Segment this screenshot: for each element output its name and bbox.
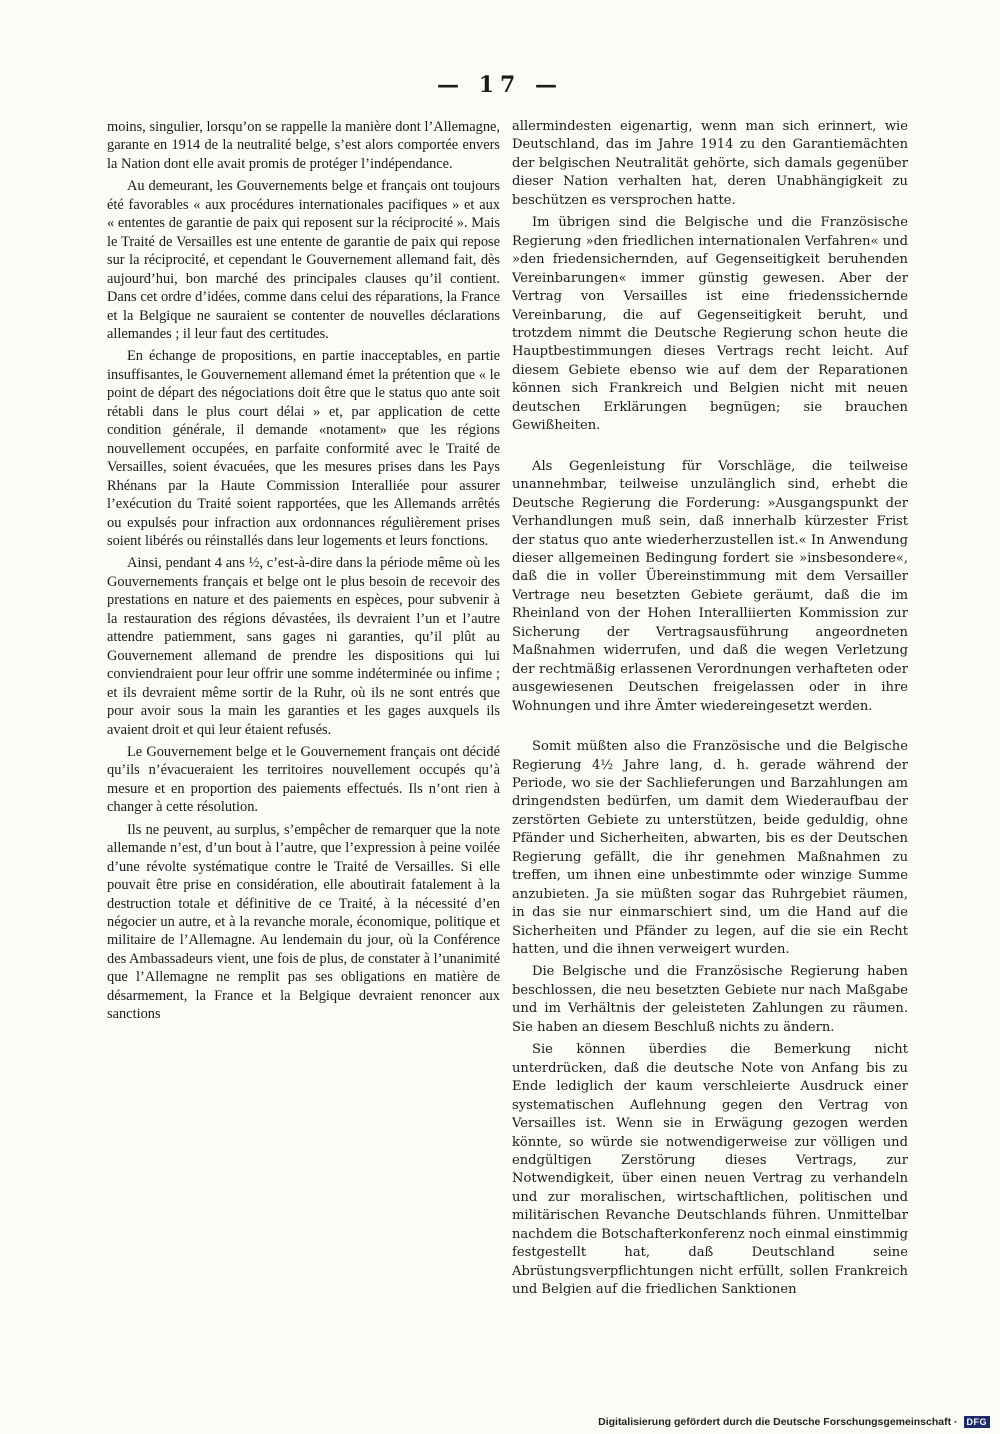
fr-paragraph-5: Le Gouvernement belge et le Gouvernement français ont décidé qu’ils n’évacueraient les territoires nouvellement occupés qu’à mesure et en proportion des paiements effectués. Ils n’ont rien à changer à cette résolution. [107,743,500,816]
fr-paragraph-2: Au demeurant, les Gouvernements belge et français ont toujours été favorables « aux procédures internationales pacifiques » et aux « ententes de garantie de paix qui reposent sur la réciprocité ». Mais le Traité de Versailles est une entente de garantie de paix qui repose sur la réciprocité, et cependant le Gouvernement allemand fait, dès aujourd’hui, bon marché des principales clauses qu’il contient. Dans cet ordre d’idées, comme dans celui des réparations, la France et la Belgique ne sauraient se contenter de nouvelles déclarations allemandes ; il leur faut des certitudes. [107,178,500,342]
french-column [107,118,500,1024]
german-column [512,118,908,1300]
de-paragraph-4: Somit müßten also die Französische und die Belgische Regierung 4½ Jahre lang, d. h. gerade während der Periode, wo sie der Sachlieferungen und Barzahlungen am dringendsten bedürfen, um damit dem Wiederaufbau der zerstörten Gebiete zu unterstützen, beide geduldig, ohne Pfänder und Sicherheiten, abwarten, bis es der Deutschen Regierung gefällt, die ihr genehmen Maßnahmen zu treffen, um ihnen eine unbestimmte oder winzige Summe anzubieten. Ja sie müßten sogar das Ruhrgebiet räumen, in das sie nur einmarschiert sind, um die Hand auf die Sicherheiten und Pfänder zu legen, auf die sie ein Recht hatten, und die ihnen verweigert wurden. [512,739,908,958]
fr-paragraph-4: Ainsi, pendant 4 ans ½, c’est-à-dire dans la période même où les Gouvernements français et belge ont le plus besoin de recevoir des prestations en nature et des paiements en espèces, pour subvenir à la restauration des régions dévastées, ils devraient l’un et l’autre attendre patiemment, sans gages ni garanties, qu’il plût au Gouvernement allemand de prendre les dispositions qui lui conviendraient pour leur offrir une somme indéterminée ou infime ; et ils devraient même sortir de la Ruhr, où ils ne sont entrés que pour avoir sous la main les garanties et les gages auxquels ils avaient droit et qui leur étaient refusés. [107,555,500,738]
fr-paragraph-3: En échange de propositions, en partie inacceptables, en partie insuffisantes, le Gouvernement allemand émet la prétention que « le point de départ des négociations doit être que le status quo ante soit rétabli dans le plus court délai » et, par application de cette condition générale, il demande «notament» que les régions nouvellement occupées, en parfaite conformité avec le Traité de Versailles, soient évacuées, que les mesures prises dans les Pays Rhénans par la Haute Commission Interalliée pour assurer l’exécution du Traité soient rapportées, que les Allemands arrêtés ou expulsés pour infraction aux ordonnances régulièrement prises soient libérés ou réinstallés dans leur logements et leurs fonctions. [107,348,500,549]
de-paragraph-3: Als Gegenleistung für Vorschläge, die teilweise unannehmbar, teilweise unzulänglich sind, erhebt die Deutsche Regierung die Forderung: »Ausgangspunkt der Verhandlungen muß sein, daß innerhalb kürzester Frist der status quo ante wiederherzustellen ist.« In Anwendung dieser allgemeinen Bedingung fordert sie »insbesondere«, daß die in voller Übereinstimmung mit dem Versailler Vertrage neu besetzten Gebiete geräumt, daß die im Rheinland von der Hohen Interalliierten Kommission zur Sicherung der Vertragsausführung angeordneten Maßnahmen widerrufen, und daß die wegen Verletzung der rechtmäßig erlassenen Verordnungen verhafteten oder ausgewiesenen Deutschen freigelassen oder in ihre Wohnungen und ihre Ämter wiedereingesetzt werden. [512,458,908,714]
de-paragraph-5: Die Belgische und die Französische Regierung haben beschlossen, die neu besetzten Gebiete nur nach Maßgabe und im Verhältnis der geleisteten Zahlungen zu räumen. Sie haben an diesem Beschluß nichts zu ändern. [512,964,908,1035]
de-paragraph-2: Im übrigen sind die Belgische und die Französische Regierung »den friedlichen internationalen Verfahren« und »den friedensichernden, auf Gegenseitigkeit beruhenden Vereinbarungen« immer günstig gewesen. Aber der Vertrag von Versailles ist eine friedenssichernde Vereinbarung, die auf Gegenseitigkeit beruht, und trotzdem nimmt die Deutsche Regierung schon heute die Hauptbestimmungen dieses Vertrags recht leicht. Auf diesem Gebiete ebenso wie auf dem der Reparationen können sich Frankreich und Belgien nicht mit neuen deutschen Erklärungen begnügen; sie brauchen Gewißheiten. [512,215,908,434]
page-number: — 17 — [437,72,563,98]
fr-paragraph-1: moins, singulier, lorsqu’on se rappelle la manière dont l’Allemagne, garante en 1914 de la neutralité belge, s’est alors comportée envers la Nation dont elle avait promis de protéger l’indépendance. [107,119,500,172]
dfg-logo: DFG [964,1416,991,1428]
fr-paragraph-6: Ils ne peuvent, au surplus, s’empêcher de remarquer que la note allemande n’est, d’un bout à l’autre, que l’expression à peine voilée d’une révolte systématique contre le Traité de Versailles. Si elle pouvait être prise en considération, elle aboutirait fatalement à la destruction totale et définitive de ce Traité, à la nécessité d’en négocier un autre, et à la revanche morale, économique, politique et militaire de l’Allemagne. Au lendemain du jour, où la Conférence des Ambassadeurs vient, une fois de plus, de constater à l’unanimité que l’Allemagne ne remplit pas ses obligations en matière de désarmement, la France et la Belgique devraient renoncer aux sanctions [107,821,500,1023]
footer-credit: Digitalisierung gefördert durch die Deutsche Forschungsgemeinschaft · [598,1416,958,1428]
digitization-footer [598,1416,990,1428]
de-paragraph-1: allermindesten eigenartig, wenn man sich erinnert, wie Deutschland, das im Jahre 1914 zu den Garantiemächten der belgischen Neutralität gehörte, sich damals gegenüber dieser Nation verhalten hat, deren Unabhängigkeit zu beschützen es versprochen hatte. [512,119,908,208]
de-paragraph-6: Sie können überdies die Bemerkung nicht unterdrücken, daß die deutsche Note von Anfang bis zu Ende lediglich der kaum verschleierte Ausdruck einer systematischen Auflehnung gegen den Vertrag von Versailles ist. Wenn sie in Erwägung gezogen werden könnte, so würde sie notwendigerweise zur völligen und endgültigen Zerstörung dieses Vertrags, zur Notwendigkeit, über einen neuen Vertrag zu verhandeln und zur moralischen, wirtschaftlichen, politischen und militärischen Revanche Deutschlands führen. Unmittelbar nachdem die Botschafterkonferenz noch einmal einstimmig festgestellt hat, daß Deutschland seine Abrüstungsverpflichtungen nicht erfüllt, sollen Frankreich und Belgien auf die friedlichen Sanktionen [512,1042,908,1298]
